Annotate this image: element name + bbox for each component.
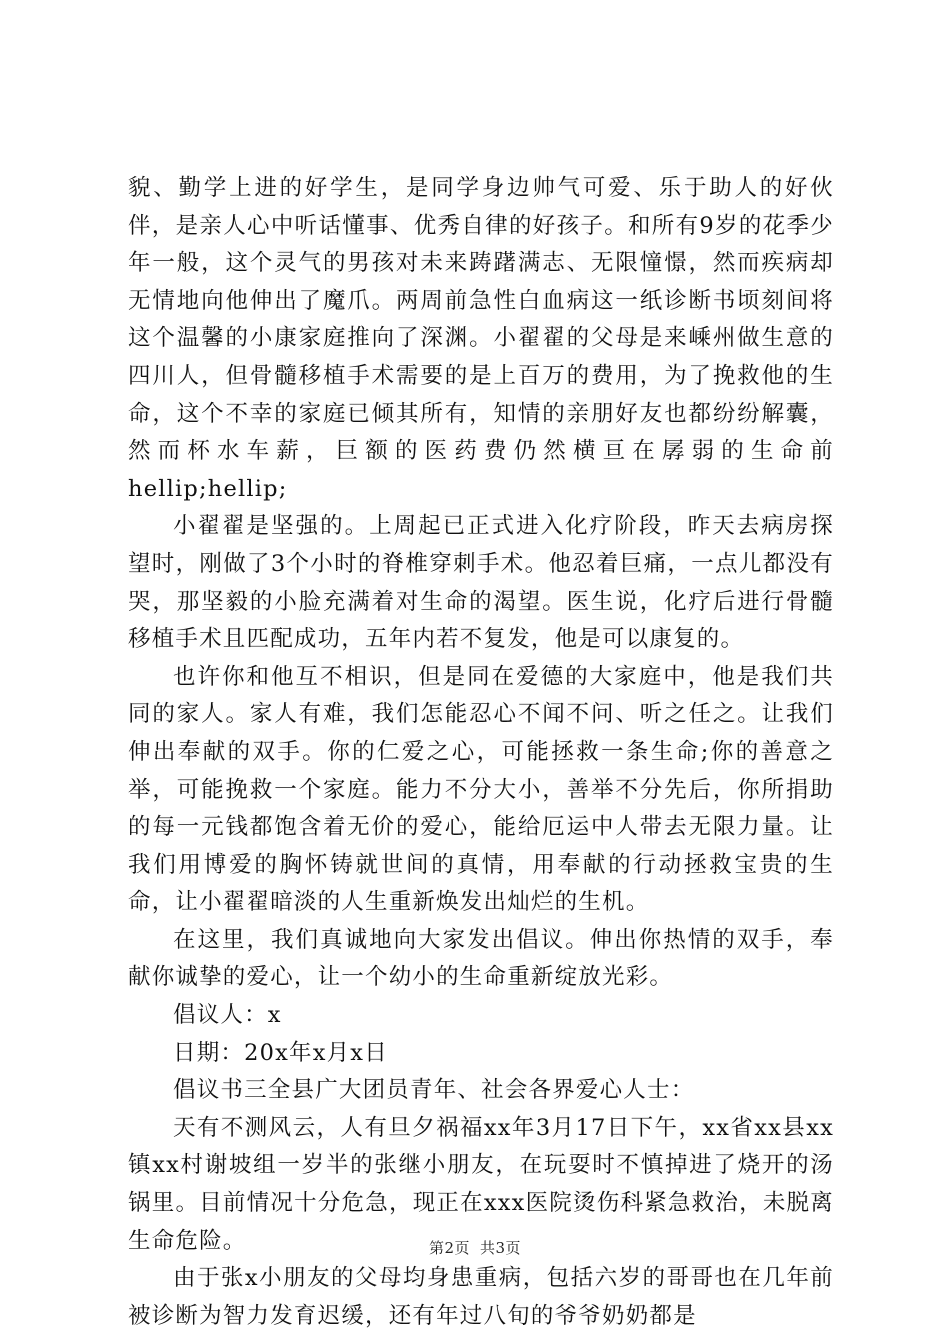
page-number: 第2页 (428, 1239, 470, 1257)
salutation-line: 倡议书三全县广大团员青年、社会各界爱心人士： (173, 1077, 695, 1104)
page-total: 共3页 (480, 1239, 522, 1257)
paragraph-3: 也许你和他互不相识，但是同在爱德的大家庭中，他是我们共同的家人。家人有难，我们怎能忍心不闻不问、听之任之。让我们伸出奉献的双手。你的仁爱之心，可能拯救一条生命;你的善意之举，可能挽救一个家庭。能力不分大小，善举不分先后，你所捐助的每一元钱都饱含着无价的爱心，能给厄运中人带去无限力量。让我们用博爱的胸怀铸就世间的真情，用奉献的行动拯救宝贵的生命，让小翟翟暗淡的人生重新焕发出灿烂的生机。 (128, 663, 834, 916)
paragraph-2: 小翟翟是坚强的。上周起已正式进入化疗阶段，昨天去病房探望时，刚做了3个小时的脊椎穿刺手术。他忍着巨痛，一点儿都没有哭，那坚毅的小脸充满着对生命的渴望。医生说，化疗后进行骨髓移植手术且匹配成功，五年内若不复发，他是可以康复的。 (128, 513, 834, 653)
paragraph-8: 天有不测风云，人有旦夕祸福xx年3月17日下午，xx省xx县xx镇xx村谢坡组一岁半的张继小朋友，在玩耍时不慎掉进了烧开的汤锅里。目前情况十分危急，现正在xxx医院烫伤科紧急救治，未脱离生命危险。 (128, 1114, 834, 1254)
paragraph-1: 貌、勤学上进的好学生，是同学身边帅气可爱、乐于助人的好伙伴，是亲人心中听话懂事、优秀自律的好孩子。和所有9岁的花季少年一般，这个灵气的男孩对未来踌躇满志、无限憧憬，然而疾病却无情地向他伸出了魔爪。两周前急性白血病这一纸诊断书顷刻间将这个温馨的小康家庭推向了深渊。小翟翟的父母是来嵊州做生意的四川人，但骨髓移植手术需要的是上百万的费用，为了挽救他的生命，这个不幸的家庭已倾其所有，知情的亲朋好友也都纷纷解囊，然而杯水车薪，巨额的医药费仍然横亘在孱弱的生命前hellip;hellip; (128, 175, 834, 502)
paragraph-9: 由于张x小朋友的父母均身患重病，包括六岁的哥哥也在几年前被诊断为智力发育迟缓，还有年过八旬的爷爷奶奶都是 (128, 1265, 834, 1329)
paragraph-4: 在这里，我们真诚地向大家发出倡议。伸出你热情的双手，奉献你诚挚的爱心，让一个幼小的生命重新绽放光彩。 (128, 926, 834, 991)
initiator-line: 倡议人：x (173, 1002, 282, 1029)
date-line: 日期：20x年x月x日 (173, 1039, 388, 1066)
page-footer (0, 1238, 950, 1258)
document-body (128, 170, 834, 1335)
